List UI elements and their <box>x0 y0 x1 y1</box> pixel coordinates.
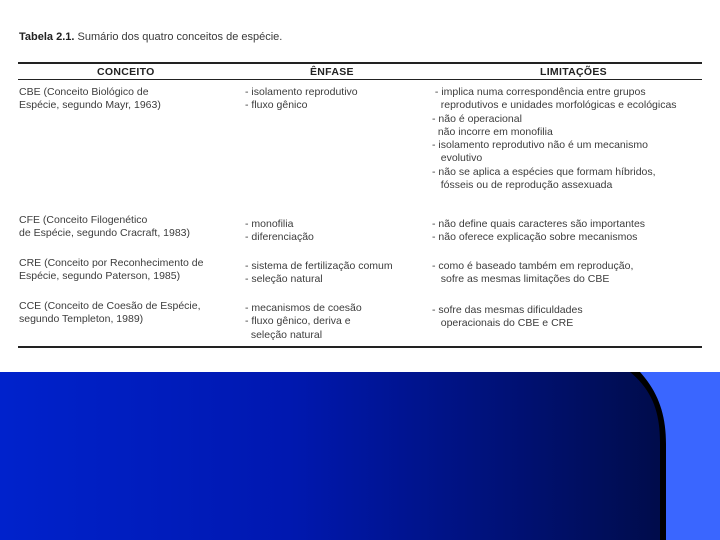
row-1-limitations: - implica numa correspondência entre grupos reprodutivos e unidades morfológicas e ecológicas - não é operacional não incorre em monofilia - isolamento reprodutivo não é um mecanismo evolutivo - não se aplica a espécies que formam híbridos, fósseis ou de reprodução assexuada <box>432 86 677 192</box>
page-title <box>19 31 282 43</box>
row-1-concept: CBE (Conceito Biológico de Espécie, segundo Mayr, 1963) <box>19 86 161 112</box>
table-label: Tabela 2.1. <box>19 31 75 43</box>
row-2-concept: CFE (Conceito Filogenético de Espécie, segundo Cracraft, 1983) <box>19 214 191 240</box>
row-4-concept: CCE (Conceito de Coesão de Espécie, segundo Templeton, 1989) <box>19 300 201 326</box>
row-2-limitations: - não define quais caracteres são importantes - não oferece explicação sobre mecanismos <box>432 218 646 244</box>
header-emphasis: ÊNFASE <box>310 66 354 78</box>
footer-band <box>0 372 720 540</box>
table-bottom-rule <box>18 346 702 348</box>
row-3-concept: CRE (Conceito por Reconhecimento de Espécie, segundo Paterson, 1985) <box>19 257 204 283</box>
row-3-limitations: - como é baseado também em reprodução, sofre as mesmas limitações do CBE <box>432 260 634 286</box>
header-concept: CONCEITO <box>97 66 155 78</box>
row-4-emphasis: - mecanismos de coesão - fluxo gênico, deriva e seleção natural <box>245 302 362 341</box>
table-top-rule <box>18 62 702 64</box>
footer-curve-decoration <box>0 372 720 540</box>
table-header-rule <box>18 79 702 80</box>
row-4-limitations: - sofre das mesmas dificuldades operacionais do CBE e CRE <box>432 304 583 330</box>
row-1-emphasis: - isolamento reprodutivo - fluxo gênico <box>245 86 358 112</box>
row-2-emphasis: - monofilia - diferenciação <box>245 218 314 244</box>
row-3-emphasis: - sistema de fertilização comum - seleção natural <box>245 260 393 286</box>
header-limitations: LIMITAÇÕES <box>540 66 607 78</box>
table-caption: Sumário dos quatro conceitos de espécie. <box>77 31 283 43</box>
